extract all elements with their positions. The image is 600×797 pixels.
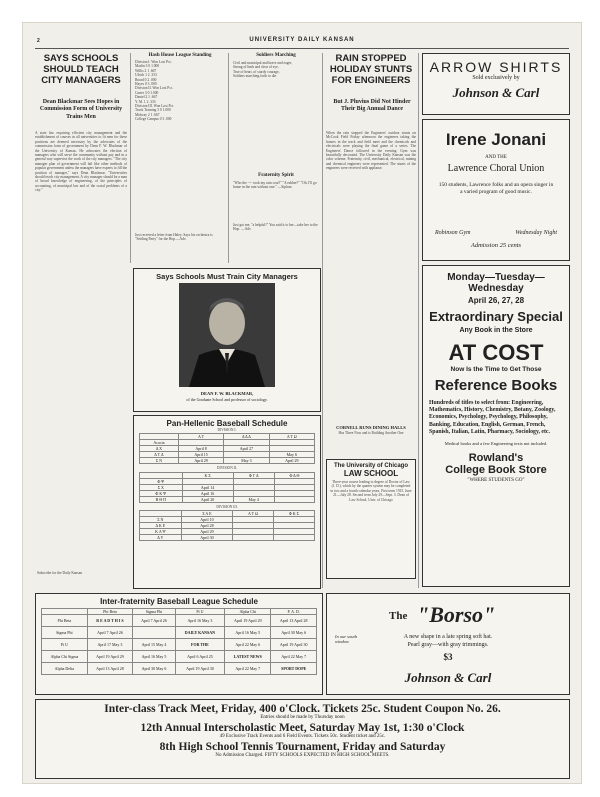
photo-banner: Says Schools Must Train City Managers — [156, 272, 298, 281]
table-cell: Β Θ Π — [140, 496, 183, 502]
table-cell: April 10 — [181, 517, 233, 523]
table-cell: April 27 — [224, 446, 269, 452]
table-cell: April 7 April 26 — [87, 627, 133, 639]
table-cell: Φ Κ Σ — [273, 511, 314, 517]
borso-line-2: Pearl gray—with gray trimmings. — [407, 642, 489, 648]
standing-row: Division I. Won Lost Pct. — [135, 60, 172, 64]
standing-row: Division II. Won Lost Pct. — [135, 86, 173, 91]
soldiers-note: Just got me, "a helpful?" You said it to her—take her to the Hop. —Adv. — [233, 223, 318, 232]
standing-row: Willis 2 1 .667 — [135, 68, 157, 73]
table-cell: Α Τ Ω — [233, 511, 274, 517]
table-cell: Δ T Δ — [140, 452, 179, 458]
page-number: 2 — [37, 38, 40, 44]
interscholastic-headline: 12th Annual Interscholastic Meet, Saturday May 1st, 1:30 o'Clock — [140, 722, 465, 734]
sale-days: Monday—Tuesday—Wednesday — [447, 272, 545, 294]
table-row — [42, 639, 317, 651]
table-row — [42, 651, 317, 663]
concert-ad[interactable] — [422, 119, 570, 261]
left-subhead: Dean Blackmar Sees Hopes in Commission Form of University Trains Men — [39, 99, 123, 120]
table-cell: April 20 — [182, 496, 233, 502]
table-cell: April 13 April 28 — [271, 615, 317, 627]
table-cell: Σ Α Ε — [181, 511, 233, 517]
arrow-brand: Johnson & Carl — [452, 85, 540, 100]
division-1-table — [139, 433, 315, 464]
table-cell: Phi Beta — [42, 615, 88, 627]
table-cell: LATEST NEWS — [225, 651, 271, 663]
table-cell: April 17 May 3 — [87, 639, 133, 651]
events-banner — [35, 699, 570, 779]
table-header: P. A. D. — [271, 609, 317, 615]
standing-row: Marlin 3 0 1.000 — [135, 64, 160, 69]
arrow-headline: ARROW SHIRTS — [429, 59, 563, 75]
center-headline: RAIN STOPPED HOLIDAY STUNTS FOR ENGINEERS — [329, 53, 413, 86]
table-cell: Δ Κ Ε — [140, 523, 182, 529]
borso-window: In our south window — [335, 634, 358, 644]
photo-box — [133, 268, 321, 412]
standing-row: Track Training 3 0 1.000 — [135, 108, 171, 113]
table-cell: Sigma Phi — [42, 627, 88, 639]
table-cell: Φ Ψ — [140, 478, 183, 484]
table-row — [42, 615, 317, 627]
concert-desc: 150 students, Lawrence folks and an opera singer in a varied program of good music. — [438, 182, 554, 195]
table-cell: Alpha Chi Sigma — [42, 651, 88, 663]
table-cell — [133, 627, 176, 639]
table-cell: Φ K Ψ — [140, 490, 183, 496]
table-cell: April 16 May 3 — [175, 615, 224, 627]
table-cell: April 19 April 30 — [271, 639, 317, 651]
standing-note: Just received a letter from Haley. Says his orchestra is "Settling Party" for the Hop.—Adv. — [135, 233, 213, 242]
table-row — [42, 627, 317, 639]
table-cell: Κ Α Ψ — [140, 529, 182, 535]
masthead-title: UNIVERSITY DAILY KANSAN — [249, 37, 355, 43]
standing-row: Midway 2 1 .667 — [135, 112, 160, 117]
arrow-sub: Sold exclusively by — [472, 75, 520, 81]
standing-row: Borad 0 2 .000 — [135, 77, 157, 82]
table-cell: April 8 — [178, 446, 223, 452]
interscholastic-sub: 49 Exclusive Track Events and 6 Field Events. Tickets 50c. Student ticket and 25c. — [219, 734, 386, 739]
sale-time: Now Is the Time to Get Those — [450, 366, 542, 373]
book-sale-ad[interactable] — [422, 265, 570, 587]
table-cell: April 29 — [269, 458, 314, 464]
track-meet-headline: Inter-class Track Meet, Friday, 400 o'Clock. Tickets 25c. Student Coupon No. 26. — [104, 703, 501, 715]
left-footer: Subscribe for the Daily Kansan — [37, 571, 83, 575]
center-subhead: But J. Pluvius Did Not Hinder Their Big Annual Dance — [333, 99, 411, 113]
table-header: Alpha Chi — [225, 609, 271, 615]
table-cell: May 6 — [269, 452, 314, 458]
store-name-2: College Book Store — [445, 464, 547, 477]
table-cell: A T Ω — [269, 434, 314, 440]
table-cell: R E A D T H I S — [87, 615, 133, 627]
soldiers-lines — [233, 61, 319, 79]
soldiers-line: Soldiers marching forth to die. — [233, 74, 278, 79]
law-school-box — [326, 459, 416, 579]
table-cell: April 19 April 29 — [225, 615, 271, 627]
left-headline: SAYS SCHOOLS SHOULD TEACH CITY MANAGERS — [41, 53, 121, 86]
concert-union: Lawrence Choral Union — [447, 163, 545, 174]
law-box-text: Three-year course leading to degree of Doctor of Law (J. D.), which by the quarter system may be completed in two and a fourth calendar years. First term 1915, June 21—July 28. Second term July 29—Sept. 3. Dean of Law School, Univ. of Chicago — [330, 480, 412, 502]
table-cell: Σ N — [140, 458, 179, 464]
panhellenic-schedule — [133, 415, 321, 589]
standing-row: Carter 3 0 1.000 — [135, 90, 159, 95]
verse-body: "Who the ---- took my rain coat?" "A rubber?" "Oh, I'll go home in the rain without one." —Siphon. — [233, 181, 317, 190]
center-body: When the rain stopped the Engineers' outdoor stunts on McCook Field Friday afternoon the engineers taking the honors in the track and field meet and the chemicals and electricals were playing the final game of a series. The Engineers' Dance followed in the evening. Gym was beautifully decorated. The University Daily Kansan was the color scheme. Fraternity, civil, mechanical, electrical, mining and chemical engineers were represented. The stunts of the engineers were received with applause. — [326, 131, 416, 171]
standing-rows — [135, 60, 225, 122]
soldiers-title: Soldiers Marching — [256, 53, 296, 58]
table-cell: April 22 May 7 — [225, 663, 271, 675]
column-divider — [130, 53, 131, 263]
photo-caption-2: of the Graduate School and professor of sociology. — [186, 397, 268, 402]
table-cell: April 15 May 4 — [133, 639, 176, 651]
sale-headline: Extraordinary Special — [429, 309, 563, 324]
panhellenic-title: Pan-Hellenic Baseball Schedule — [166, 419, 288, 428]
table-cell: Alpha Delta — [42, 663, 88, 675]
borso-the: The — [389, 610, 408, 622]
table-cell: K Σ — [182, 472, 233, 478]
table-cell: SPORT DOPE — [271, 663, 317, 675]
sale-desc: Hundreds of titles to select from: Engineering, Mathematics, History, Chemistry, Botany, Zoology, Economics, Psychology, Psychology, Philosophy, Banking, Education, English, German, French, Spanish, Italian, Latin, Pharmacy, Sociology, etc. — [429, 400, 556, 435]
table-cell — [273, 535, 314, 541]
borso-line-1: A new shape in a late spring soft hat. — [403, 634, 493, 640]
sale-books: Reference Books — [434, 377, 558, 394]
standing-row: Hayes 0 3 .000 — [135, 82, 157, 87]
table-cell: Acacia — [140, 440, 179, 446]
column-divider — [228, 53, 229, 263]
table-cell — [274, 496, 314, 502]
arrow-shirts-ad[interactable] — [422, 53, 570, 115]
table-cell: May 4 — [233, 496, 274, 502]
division-3-table — [139, 510, 315, 541]
concert-admission: Admission 25 cents — [470, 242, 522, 249]
table-cell: April 22 May 6 — [225, 639, 271, 651]
table-cell: Δ Υ — [140, 535, 182, 541]
table-header: Sigma Phi — [133, 609, 176, 615]
borso-brand: Johnson & Carl — [404, 670, 492, 685]
newspaper-page — [22, 22, 582, 784]
table-cell: April 30 May 6 — [271, 627, 317, 639]
table-cell: April 13 April 28 — [87, 663, 133, 675]
borso-hat-ad[interactable] — [326, 593, 570, 695]
left-body: A state law requiring efficient city management and the establishment of courses in all universities to fit men for these positions are deemed necessary by the advocates of the commission form of government by Dean F. W. Blackmar of the University of Kansas. He advocates the election of managers who will serve the community without pay and in a general way supervise the work of the city managers. "The city manager plan of government will fail like other methods of popular government unless the managers have experts to fill the position of manager," says Dean Blackmar. "Universities should teach city management. A city manager should be a man of broad knowledge of engineering, of the principles of accounting, of municipal law and of the social problems of a city." — [35, 131, 127, 193]
soldiers-line: Strong of limb and clear of eye, — [233, 65, 279, 70]
table-header: Phi Beta — [87, 609, 133, 615]
sale-at-cost: AT COST — [448, 340, 544, 365]
table-cell: A T — [178, 434, 223, 440]
portrait-svg — [179, 283, 275, 387]
sale-sub: Any Book in the Store — [459, 327, 533, 334]
table-cell: FOR THE — [175, 639, 224, 651]
table-cell: Φ Γ Δ — [233, 472, 274, 478]
concert-day: Wednesday Night — [515, 230, 557, 236]
standing-row: College Campus 0 3 .000 — [135, 117, 172, 122]
table-cell: May 3 — [224, 458, 269, 464]
standing-title: Hash House League Standing — [148, 53, 212, 58]
table-cell: April 16 May 5 — [133, 651, 176, 663]
table-cell: April 29 — [181, 529, 233, 535]
table-cell: April 16 — [182, 490, 233, 496]
sale-dates: April 26, 27, 28 — [467, 296, 525, 305]
table-cell: April 6 April 25 — [175, 651, 224, 663]
standing-row: Ulrich 1 2 .333 — [135, 73, 157, 78]
law-box-title: The University of Chicago — [333, 463, 408, 469]
table-cell: April 16 May 5 — [225, 627, 271, 639]
tennis-sub: No Admission Charged. FIFTY SCHOOLS EXPECTED IN HIGH SCHOOL MEETS. — [215, 753, 390, 758]
table-cell: Σ Ν — [140, 517, 182, 523]
table-cell: DAILY KANSAN — [175, 627, 224, 639]
photo-caption-1: DEAN F. W. BLACKMAR, — [200, 391, 254, 396]
table-cell: April 14 — [182, 484, 233, 490]
table-cell: April 19 April 30 — [175, 663, 224, 675]
verse-title: Fraternity Spirit — [258, 173, 294, 178]
portrait-image — [179, 283, 275, 387]
table-cell — [233, 535, 274, 541]
division-1-label: DIVISION I. — [217, 428, 237, 432]
table-cell: April 30 May 6 — [133, 663, 176, 675]
soldiers-line: Civil and municipal and brave and eager, — [233, 61, 293, 65]
table-cell: April 22 May 7 — [271, 651, 317, 663]
table-cell: April 15 — [178, 452, 223, 458]
table-cell: Pi U — [42, 639, 88, 651]
cornell-headline: CORNELL RUNS DINING HALLS — [336, 425, 406, 430]
soldiers-line: True of heart, of sturdy courage, — [233, 69, 280, 74]
sale-note: Medical books and a few Engineering texts not included. — [444, 441, 548, 447]
table-cell: Φ Δ Θ — [274, 472, 314, 478]
concert-venue: Robinson Gym — [435, 230, 471, 236]
track-meet-sub: Entries should be made by Thursday noon — [260, 715, 345, 720]
table-header: Pi U — [175, 609, 224, 615]
standing-row: Division III. Won Lost Pct. — [135, 104, 174, 109]
store-name-1: Rowland's — [468, 452, 524, 465]
division-2-table — [139, 472, 315, 503]
borso-name: "Borso" — [417, 602, 496, 627]
interfrat-table — [41, 608, 317, 675]
column-divider — [322, 53, 323, 588]
table-cell: Δ Δ Δ — [224, 434, 269, 440]
law-box-school: LAW SCHOOL — [343, 469, 399, 478]
column-divider — [418, 53, 419, 588]
standing-row: Y. M. 1 2 .333 — [135, 99, 156, 104]
interfrat-schedule — [35, 593, 323, 695]
table-cell: April 29 — [178, 458, 223, 464]
table-cell: April 19 April 29 — [87, 651, 133, 663]
borso-price: $3 — [443, 652, 453, 662]
concert-and: AND THE — [485, 155, 507, 160]
cornell-subhead: Has Three Now and is Building Another One — [338, 431, 404, 435]
interfrat-title: Inter-fraternity Baseball League Schedule — [100, 597, 258, 606]
table-cell: Σ X — [140, 484, 183, 490]
table-cell: Δ X — [140, 446, 179, 452]
store-motto: "WHERE STUDENTS GO" — [467, 478, 525, 484]
concert-name: Irene Jonani — [445, 130, 547, 149]
tennis-headline: 8th High School Tennis Tournament, Friday and Saturday — [159, 741, 446, 753]
table-cell: April 30 — [181, 535, 233, 541]
division-3-label: DIVISION III. — [216, 504, 238, 509]
table-cell: April 7 April 26 — [133, 615, 176, 627]
division-2-label: DIVISION II. — [216, 466, 238, 471]
standing-row: Daniel 2 1 .667 — [135, 95, 158, 100]
masthead-rule — [35, 48, 569, 49]
table-cell: April 28 — [181, 523, 233, 529]
table-row — [42, 663, 317, 675]
